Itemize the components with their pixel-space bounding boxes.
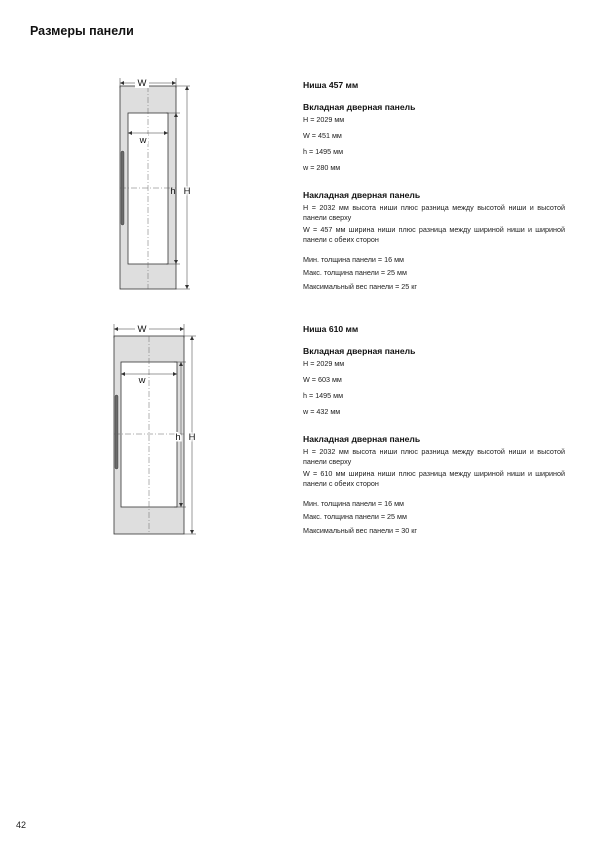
page-number: 42 xyxy=(16,820,27,830)
panel-diagram-610 xyxy=(104,322,204,538)
panel-limit: Мин. толщина панели = 16 мм xyxy=(303,498,404,508)
inset-dimension: W = 603 мм xyxy=(303,375,342,385)
dim-label-H: H xyxy=(183,186,191,197)
overlay-width-text: W = 457 мм ширина ниши плюс разница между шириной ниши и шириной панели с обеих сторон xyxy=(303,225,565,244)
overlay-width-text: W = 610 мм ширина ниши плюс разница между шириной ниши и шириной панели с обеих сторон xyxy=(303,469,565,488)
dim-label-W: W xyxy=(137,78,147,89)
inset-panel-title: Вкладная дверная панель xyxy=(303,345,416,356)
spec-section-610 xyxy=(303,325,565,539)
panel-limit: Максимальный вес панели = 30 кг xyxy=(303,525,418,535)
inset-dimension: h = 1495 мм xyxy=(303,391,344,401)
dim-label-h: h xyxy=(175,432,181,443)
panel-diagram-457 xyxy=(110,76,200,292)
overlay-panel-title: Накладная дверная панель xyxy=(303,189,421,200)
inset-dimension: w = 280 мм xyxy=(303,163,341,173)
page-title: Размеры панели xyxy=(30,24,134,38)
overlay-height-text: H = 2032 мм высота ниши плюс разница между высотой ниши и высотой панели сверху xyxy=(303,447,565,466)
spec-section-457 xyxy=(303,81,565,295)
inset-panel-title: Вкладная дверная панель xyxy=(303,101,416,112)
panel-limit: Макс. толщина панели = 25 мм xyxy=(303,512,407,522)
panel-limit: Максимальный вес панели = 25 кг xyxy=(303,281,418,291)
panel-limit: Мин. толщина панели = 16 мм xyxy=(303,254,404,264)
dim-label-H: H xyxy=(188,432,196,443)
niche-title: Ниша 457 мм xyxy=(303,80,359,90)
inset-dimension: h = 1495 мм xyxy=(303,147,344,157)
inset-dimension: H = 2029 мм xyxy=(303,359,345,369)
dim-label-w: w xyxy=(138,375,146,386)
overlay-height-text: H = 2032 мм высота ниши плюс разница между высотой ниши и высотой панели сверху xyxy=(303,203,565,222)
niche-title: Ниша 610 мм xyxy=(303,324,359,334)
inset-dimension: w = 432 мм xyxy=(303,407,341,417)
door-handle xyxy=(121,151,124,225)
door-handle xyxy=(115,395,118,469)
overlay-panel-title: Накладная дверная панель xyxy=(303,433,421,444)
dim-label-h: h xyxy=(170,186,176,197)
panel-limit: Макс. толщина панели = 25 мм xyxy=(303,268,407,278)
inset-dimension: H = 2029 мм xyxy=(303,115,345,125)
dim-label-W: W xyxy=(137,324,147,335)
dim-label-w: w xyxy=(139,135,147,146)
inset-dimension: W = 451 мм xyxy=(303,131,342,141)
